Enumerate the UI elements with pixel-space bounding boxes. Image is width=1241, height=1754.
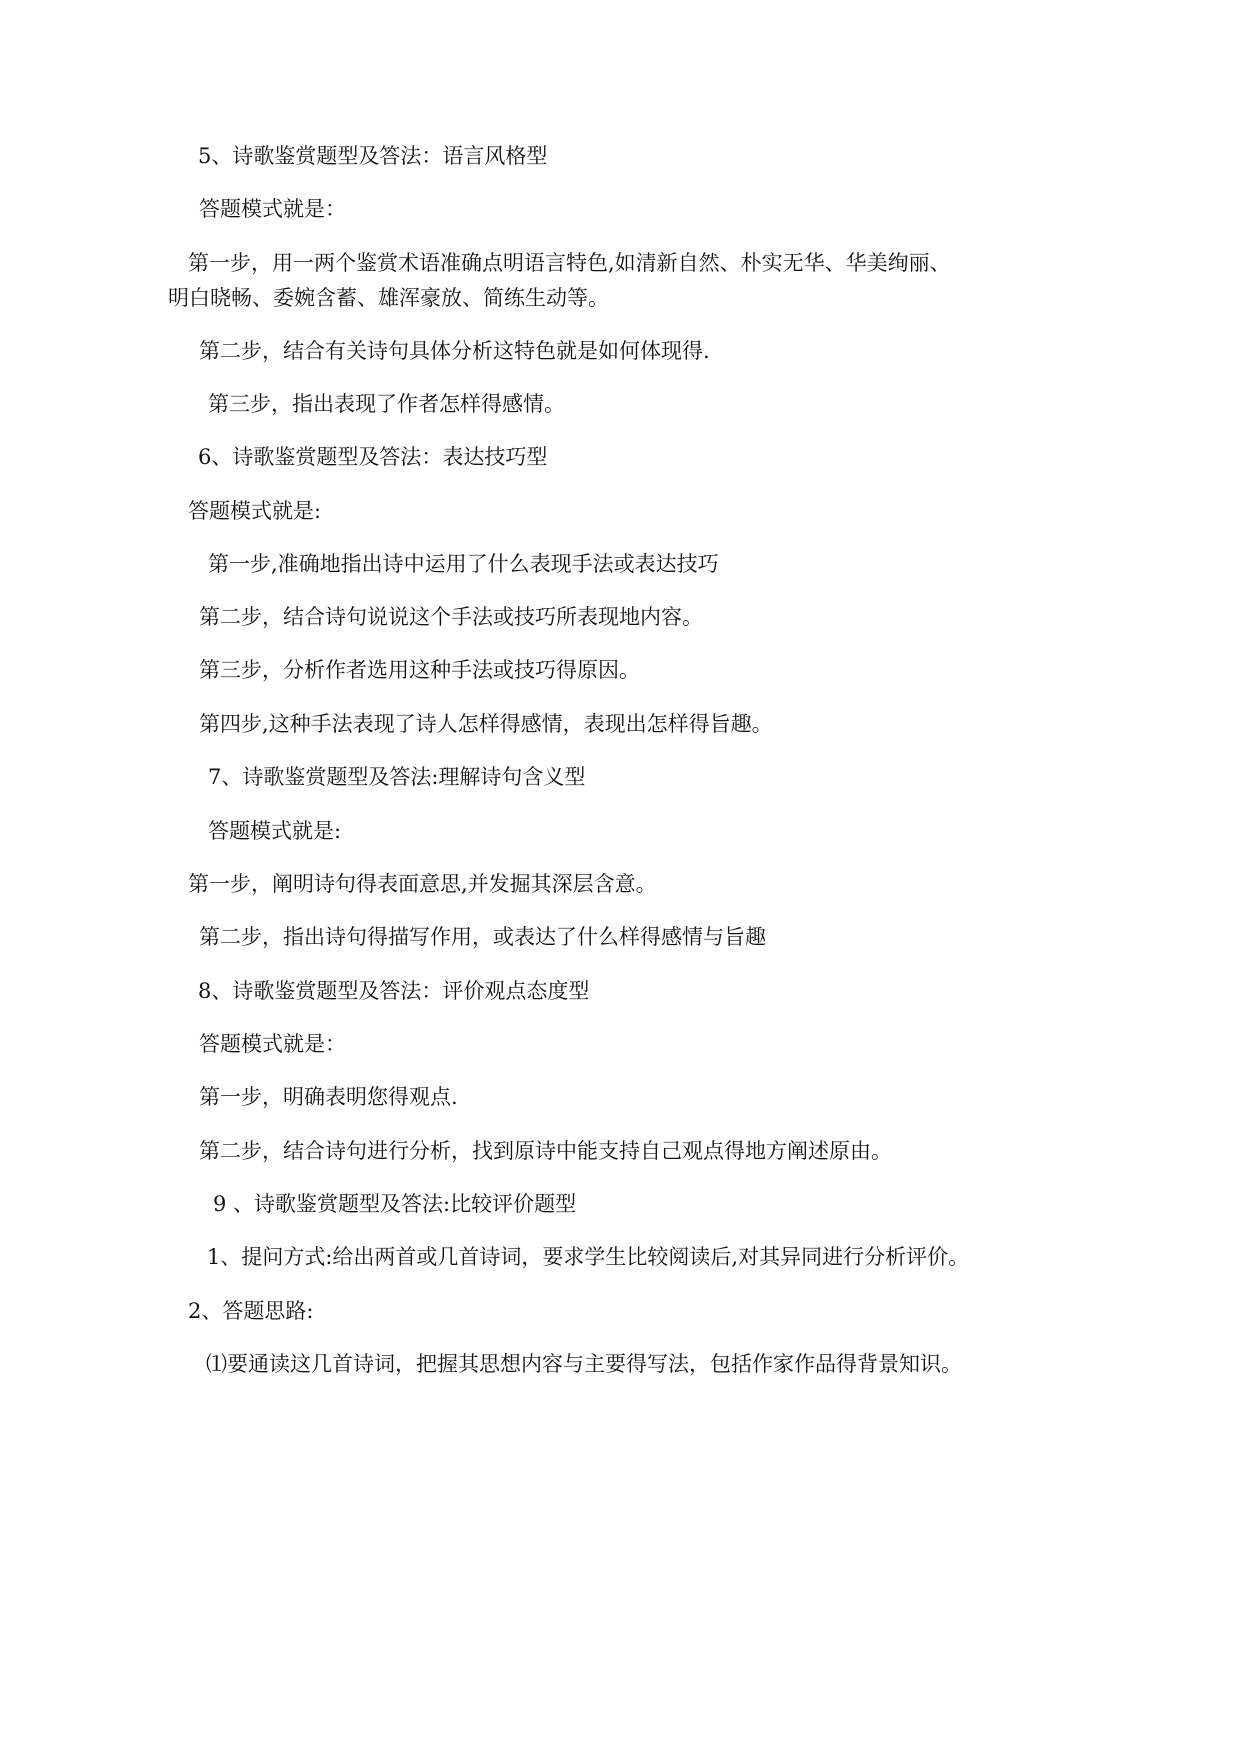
- paragraph-line: ⑴要通读这几首诗词，把握其思想内容与主要得写法，包括作家作品得背景知识。: [206, 1352, 962, 1376]
- paragraph-line: 第三步，分析作者选用这种手法或技巧得原因。: [199, 658, 640, 682]
- answer-mode-label: 答题模式就是:: [208, 819, 342, 843]
- answer-mode-label: 答题模式就是:: [188, 499, 322, 523]
- paragraph-line: 2、答题思路:: [188, 1299, 314, 1323]
- paragraph-line: 第四步,这种手法表现了诗人怎样得感情，表现出怎样得旨趣。: [199, 712, 773, 736]
- paragraph-line: 第一步，用一两个鉴赏术语准确点明语言特色,如清新自然、朴实无华、华美绚丽、: [188, 251, 951, 275]
- paragraph-line: 第二步，指出诗句得描写作用，或表达了什么样得感情与旨趣: [199, 925, 766, 949]
- heading-7-meaning: 7、诗歌鉴赏题型及答法:理解诗句含义型: [208, 765, 586, 789]
- heading-9-comparison: 9 、诗歌鉴赏题型及答法:比较评价题型: [213, 1192, 577, 1216]
- paragraph-line: 第二步，结合诗句进行分析，找到原诗中能支持自己观点得地方阐述原由。: [199, 1139, 892, 1163]
- paragraph-line: 1、提问方式:给出两首或几首诗词，要求学生比较阅读后,对其异同进行分析评价。: [207, 1245, 970, 1269]
- answer-mode-label: 答题模式就是：: [199, 197, 346, 221]
- paragraph-line: 第一步,准确地指出诗中运用了什么表现手法或表达技巧: [208, 552, 719, 576]
- heading-6-expression-skill: 6、诗歌鉴赏题型及答法：表达技巧型: [198, 445, 548, 469]
- paragraph-line: 明白晓畅、委婉含蓄、雄浑豪放、简练生动等。: [168, 286, 609, 310]
- paragraph-line: 第一步，明确表明您得观点.: [199, 1085, 458, 1109]
- answer-mode-label: 答题模式就是：: [199, 1032, 346, 1056]
- heading-8-evaluation: 8、诗歌鉴赏题型及答法：评价观点态度型: [198, 979, 590, 1003]
- heading-5-language-style: 5、诗歌鉴赏题型及答法：语言风格型: [198, 144, 548, 168]
- paragraph-line: 第一步，阐明诗句得表面意思,并发掘其深层含意。: [188, 872, 657, 896]
- paragraph-line: 第二步，结合诗句说说这个手法或技巧所表现地内容。: [199, 605, 703, 629]
- paragraph-line: 第三步，指出表现了作者怎样得感情。: [208, 392, 565, 416]
- paragraph-line: 第二步，结合有关诗句具体分析这特色就是如何体现得.: [199, 339, 710, 363]
